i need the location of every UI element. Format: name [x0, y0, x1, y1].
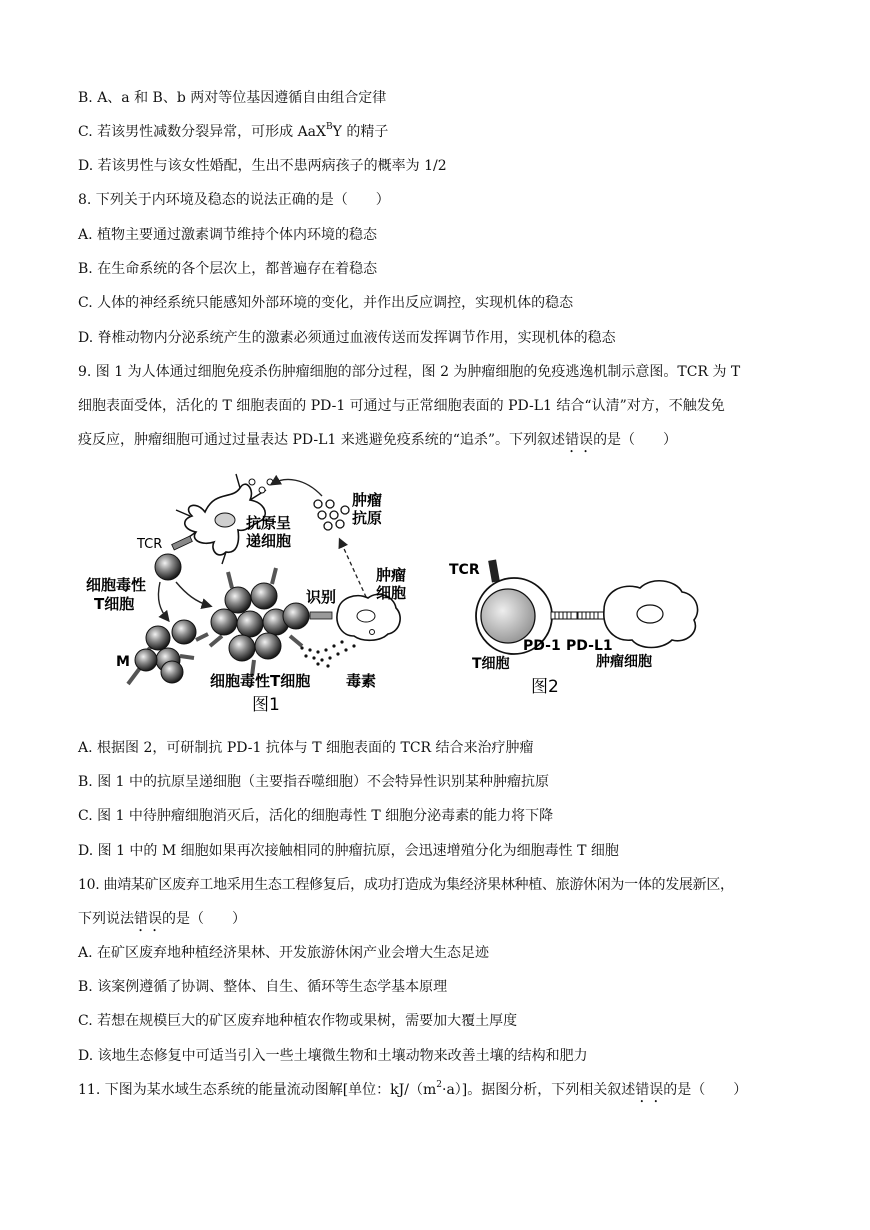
- q7-option-c-sup: B: [326, 122, 333, 133]
- q11-stem: [78, 1080, 747, 1106]
- q7-option-c-text: C. 若该男性减数分裂异常，可形成 AaX: [78, 124, 326, 140]
- t-cell-to-m-arrow: [158, 582, 168, 620]
- q10-option-a: A. 在矿区废弃地种植经济果林、开发旅游休闲产业会增大生态足迹: [78, 945, 490, 961]
- q7-option-c: [78, 122, 388, 142]
- ctl-cell: [255, 633, 281, 659]
- antigen-to-apc-arrow: [272, 480, 322, 496]
- tcr-receptor-fig2: [488, 559, 500, 582]
- ctl-cell: [251, 583, 277, 609]
- q9-stem-text: 疫反应，肿瘤细胞可通过过量表达 PD-L1 来逃避免疫系统的“追杀”。下列叙述: [78, 432, 566, 448]
- q9-stem-line3: [78, 430, 677, 456]
- q10-option-c: C. 若想在规模巨大的矿区废弃地种植农作物或果树，需要加大覆土厚度: [78, 1013, 518, 1029]
- tumor-cell-label: 肿瘤细胞: [596, 654, 652, 670]
- q10-stem-line1: 10. 曲靖某矿区废弃工地采用生态工程修复后，成功打造成为集经济果林种植、旅游休闲为一体的发展新区，: [78, 877, 734, 893]
- tumor-nucleus-fig1: [357, 610, 375, 622]
- q10-emphasis: 错误: [134, 911, 162, 927]
- q11-stem-text: 11. 下图为某水域生态系统的能量流动图解[单位：kJ/（m: [78, 1082, 437, 1098]
- t-cell-label: T细胞: [472, 656, 510, 672]
- apc-antigen-dot: [259, 487, 265, 493]
- tumor-label-2: 细胞: [376, 584, 407, 602]
- memory-cell: [146, 626, 170, 650]
- tumor-label-1: 肿瘤: [376, 566, 407, 584]
- antigen-label-2: 抗原: [352, 509, 383, 527]
- memory-cell: [172, 620, 196, 644]
- apc-label-1: 抗原呈: [246, 514, 292, 532]
- t-cell-to-ctl-arrow: [176, 582, 210, 606]
- q8-option-b: B. 在生命系统的各个层次上，都普遍存在着稳态: [78, 261, 378, 277]
- q10-stem-tail: 的是（ ）: [162, 911, 246, 927]
- tcr-receptor: [172, 536, 193, 550]
- ctl-bottom-label: 细胞毒性T细胞: [210, 672, 311, 690]
- q8-option-c: C. 人体的神经系统只能感知外部环境的变化，并作出反应调控，实现机体的稳态: [78, 295, 574, 311]
- apc-label-2: 递细胞: [246, 532, 292, 550]
- ctl-cell: [237, 611, 263, 637]
- pdl1-label: PD-L1: [566, 638, 613, 654]
- q7-option-b: B. A、a 和 B、b 两对等位基因遵循自由组合定律: [78, 90, 387, 106]
- recognize-label: 识别: [306, 588, 337, 606]
- q11-stem-mid: ·a）]。据图分析，下列相关叙述: [442, 1082, 636, 1098]
- ctl-cell: [211, 609, 237, 635]
- q10-option-b: B. 该案例遵循了协调、整体、自生、循环等生态学基本原理: [78, 979, 448, 995]
- antigen-label-1: 肿瘤: [352, 491, 383, 509]
- apc-nucleus: [215, 513, 235, 527]
- q9-stem-tail: 的是（ ）: [593, 432, 678, 448]
- q11-emphasis: 错误: [635, 1082, 664, 1098]
- q9-option-a: A. 根据图 2，可研制抗 PD-1 抗体与 T 细胞表面的 TCR 结合来治疗肿瘤: [78, 740, 534, 756]
- q9-option-d: D. 图 1 中的 M 细胞如果再次接触相同的肿瘤抗原，会迅速增殖分化为细胞毒性 T 细胞: [78, 843, 619, 859]
- q10-stem-line2: [78, 909, 246, 935]
- ctl-cell: [229, 635, 255, 661]
- q8-option-d: D. 脊椎动物内分泌系统产生的激素必须通过血液传送而发挥调节作用，实现机体的稳态: [78, 330, 616, 346]
- m-label: M: [116, 654, 130, 670]
- toxin-label: 毒素: [346, 672, 377, 690]
- tcr-label-fig2: TCR: [449, 562, 480, 578]
- q7-option-d: D. 若该男性与该女性婚配，生出不患两病孩子的概率为 1/2: [78, 158, 447, 174]
- q11-stem-tail: 的是（ ）: [663, 1082, 748, 1098]
- q8-stem: 8. 下列关于内环境及稳态的说法正确的是（ ）: [78, 192, 390, 208]
- naive-t-cell: [155, 554, 181, 580]
- q10-option-d: D. 该地生态修复中可适当引入一些土壤微生物和土壤动物来改善土壤的结构和肥力: [78, 1048, 588, 1064]
- q9-option-c: C. 图 1 中待肿瘤细胞消灭后，活化的细胞毒性 T 细胞分泌毒素的能力将下降: [78, 808, 554, 824]
- toxin-dots: [300, 640, 355, 667]
- figure-2-caption: 图2: [531, 677, 559, 697]
- q9-stem-line1: 9. 图 1 为人体通过细胞免疫杀伤肿瘤细胞的部分过程，图 2 为肿瘤细胞的免疫逃逸机制示意图。TCR 为 T: [78, 364, 741, 380]
- q9-stem-line2: 细胞表面受体，活化的 T 细胞表面的 PD-1 可通过与正常细胞表面的 PD-L1 结合“认清”对方，不触发免: [78, 398, 725, 414]
- q9-emphasis: 错误: [565, 432, 594, 448]
- figure-1: [86, 474, 406, 715]
- ctl-cell: [225, 587, 251, 613]
- q10-stem-text: 下列说法: [78, 911, 134, 927]
- t-cell-nucleus: [481, 589, 535, 643]
- recognition-receptor: [310, 612, 332, 619]
- tumor-nucleus-fig2: [637, 605, 663, 623]
- tumor-vesicle: [370, 630, 375, 635]
- ctl-cell-recognizing: [283, 603, 309, 629]
- figure-2: [449, 559, 698, 697]
- memory-cell: [135, 649, 157, 671]
- q9-option-b: B. 图 1 中的抗原呈递细胞（主要指吞噬细胞）不会特异性识别某种肿瘤抗原: [78, 774, 549, 790]
- pd1-label: PD-1: [523, 638, 561, 654]
- pdl1-ligand: [578, 612, 604, 619]
- q11-stem-sup: 2: [436, 1080, 442, 1091]
- q7-option-c-tail: Y 的精子: [332, 124, 389, 140]
- apc-antigen-dot: [249, 479, 255, 485]
- tumor-antigen-cluster: [314, 500, 349, 530]
- ctl-label-1: 细胞毒性: [86, 576, 147, 594]
- memory-cell: [161, 661, 183, 683]
- tcr-label-fig1: TCR: [137, 537, 163, 552]
- figure-immune-diagram: [0, 460, 870, 720]
- figure-1-caption: 图1: [252, 695, 280, 715]
- q8-option-a: A. 植物主要通过激素调节维持个体内环境的稳态: [78, 227, 378, 243]
- pd1-receptor: [551, 612, 577, 619]
- ctl-label-2: T细胞: [94, 595, 135, 613]
